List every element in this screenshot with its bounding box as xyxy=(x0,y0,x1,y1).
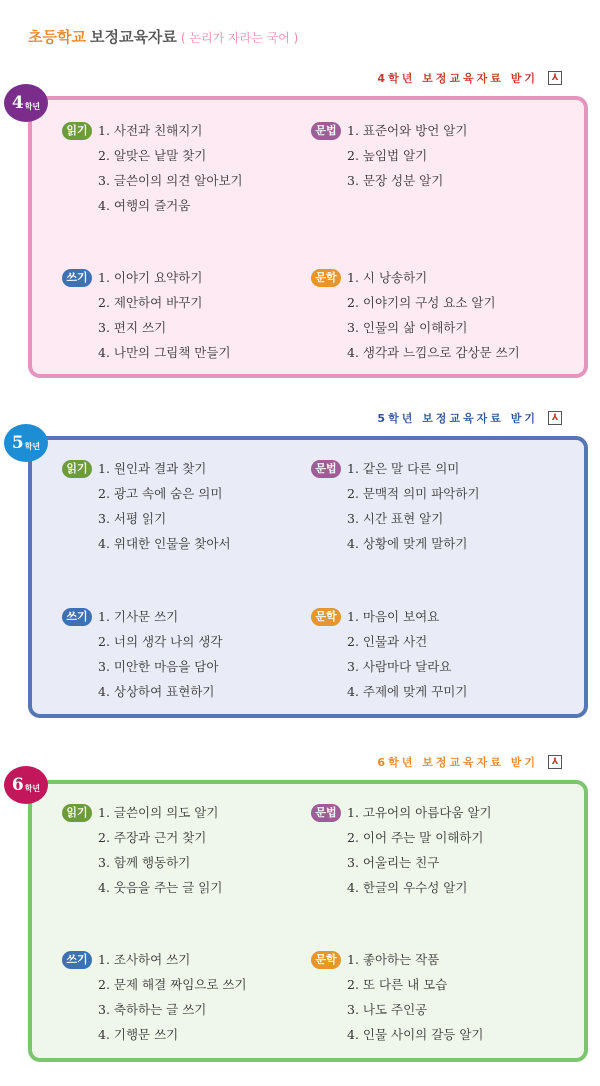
grade-6-suffix: 학년 xyxy=(24,782,41,793)
grade-6-download-label: 6학년 보정교육자료 받기 xyxy=(377,756,538,769)
list-item[interactable]: 3. 축하하는 글 쓰기 xyxy=(98,1002,207,1017)
title-material: 보정교육자료 xyxy=(89,28,177,46)
list-item[interactable]: 4. 웃음을 주는 글 읽기 xyxy=(98,880,223,895)
literature-list xyxy=(347,271,520,371)
list-item[interactable]: 4. 여행의 즐거움 xyxy=(98,198,191,213)
list-item[interactable]: 2. 알맞은 낱말 찾기 xyxy=(98,148,207,163)
reading-list xyxy=(98,806,222,906)
grade-4-badge xyxy=(4,84,48,122)
list-item[interactable]: 2. 또 다른 내 모습 xyxy=(347,977,448,992)
pdf-icon[interactable]: ⅄ xyxy=(548,755,562,769)
writing-list xyxy=(98,610,222,710)
list-item[interactable]: 3. 나도 주인공 xyxy=(347,1002,428,1017)
list-item[interactable]: 3. 서평 읽기 xyxy=(98,511,167,526)
list-item[interactable]: 1. 표준어와 방언 알기 xyxy=(347,123,468,138)
grade-4-download-label: 4학년 보정교육자료 받기 xyxy=(377,72,538,85)
list-item[interactable]: 1. 마음이 보여요 xyxy=(347,609,440,624)
list-item[interactable]: 1. 조사하여 쓰기 xyxy=(98,952,191,967)
list-item[interactable]: 3. 편지 쓰기 xyxy=(98,320,167,335)
reading-list xyxy=(98,462,231,562)
list-item[interactable]: 4. 상상하여 표현하기 xyxy=(98,684,215,699)
grade-6-download-link[interactable] xyxy=(377,754,562,770)
writing-tag: 쓰기 xyxy=(62,269,92,287)
list-item[interactable]: 1. 글쓴이의 의도 알기 xyxy=(98,805,219,820)
grammar-list xyxy=(347,124,467,199)
list-item[interactable]: 2. 인물과 사건 xyxy=(347,634,428,649)
grade-5-download-label: 5학년 보정교육자료 받기 xyxy=(377,412,538,425)
list-item[interactable]: 1. 좋아하는 작품 xyxy=(347,952,440,967)
list-item[interactable]: 4. 생각과 느낌으로 감상문 쓰기 xyxy=(347,345,520,360)
grade-4-suffix: 학년 xyxy=(24,100,41,111)
grade-5-number: 5 xyxy=(11,433,24,453)
grammar-list xyxy=(347,806,492,906)
list-item[interactable]: 3. 인물의 삶 이해하기 xyxy=(347,320,468,335)
list-item[interactable]: 4. 한글의 우수성 알기 xyxy=(347,880,468,895)
page-title xyxy=(28,26,298,47)
list-item[interactable]: 3. 함께 행동하기 xyxy=(98,855,191,870)
list-item[interactable]: 4. 인물 사이의 갈등 알기 xyxy=(347,1027,484,1042)
list-item[interactable]: 2. 광고 속에 숨은 의미 xyxy=(98,486,223,501)
list-item[interactable]: 2. 높임법 알기 xyxy=(347,148,428,163)
grammar-tag: 문법 xyxy=(311,122,341,140)
pdf-icon[interactable]: ⅄ xyxy=(548,71,562,85)
list-item[interactable]: 1. 사전과 친해지기 xyxy=(98,123,203,138)
reading-tag: 읽기 xyxy=(62,804,92,822)
reading-tag: 읽기 xyxy=(62,460,92,478)
grade-5-badge xyxy=(4,424,48,462)
list-item[interactable]: 2. 주장과 근거 찾기 xyxy=(98,830,207,845)
list-item[interactable]: 3. 사람마다 달라요 xyxy=(347,659,452,674)
title-school: 초등학교 xyxy=(28,28,86,46)
writing-list xyxy=(98,953,247,1053)
list-item[interactable]: 2. 제안하여 바꾸기 xyxy=(98,295,203,310)
literature-tag: 문학 xyxy=(311,951,341,969)
grade-4-download-link[interactable] xyxy=(377,70,562,86)
list-item[interactable]: 3. 문장 성분 알기 xyxy=(347,173,444,188)
reading-list xyxy=(98,124,243,224)
list-item[interactable]: 4. 주제에 맞게 꾸미기 xyxy=(347,684,468,699)
grade-6-badge xyxy=(4,766,48,804)
reading-tag: 읽기 xyxy=(62,122,92,140)
list-item[interactable]: 4. 기행문 쓰기 xyxy=(98,1027,179,1042)
list-item[interactable]: 1. 시 낭송하기 xyxy=(347,270,428,285)
grammar-tag: 문법 xyxy=(311,460,341,478)
grade-6-panel xyxy=(28,780,588,1062)
list-item[interactable]: 3. 미안한 마음을 담아 xyxy=(98,659,219,674)
literature-list xyxy=(347,953,484,1053)
list-item[interactable]: 2. 문제 해결 짜임으로 쓰기 xyxy=(98,977,247,992)
list-item[interactable]: 2. 이어 주는 말 이해하기 xyxy=(347,830,484,845)
list-item[interactable]: 1. 원인과 결과 찾기 xyxy=(98,461,207,476)
list-item[interactable]: 2. 이야기의 구성 요소 알기 xyxy=(347,295,496,310)
grade-4-panel xyxy=(28,96,588,378)
list-item[interactable]: 1. 기사문 쓰기 xyxy=(98,609,179,624)
title-subtitle: ( 논리가 자라는 국어 ) xyxy=(180,31,299,45)
grammar-list xyxy=(347,462,480,562)
literature-list xyxy=(347,610,467,710)
grade-5-suffix: 학년 xyxy=(24,440,41,451)
grade-5-download-link[interactable] xyxy=(377,410,562,426)
list-item[interactable]: 1. 이야기 요약하기 xyxy=(98,270,203,285)
pdf-icon[interactable]: ⅄ xyxy=(548,411,562,425)
list-item[interactable]: 1. 고유어의 아름다움 알기 xyxy=(347,805,492,820)
writing-tag: 쓰기 xyxy=(62,951,92,969)
literature-tag: 문학 xyxy=(311,608,341,626)
grade-4-number: 4 xyxy=(11,93,24,113)
list-item[interactable]: 3. 시간 표현 알기 xyxy=(347,511,444,526)
writing-list xyxy=(98,271,231,371)
grade-5-panel xyxy=(28,436,588,718)
list-item[interactable]: 1. 같은 말 다른 의미 xyxy=(347,461,460,476)
list-item[interactable]: 3. 어울리는 친구 xyxy=(347,855,440,870)
list-item[interactable]: 2. 너의 생각 나의 생각 xyxy=(98,634,223,649)
list-item[interactable]: 4. 상황에 맞게 말하기 xyxy=(347,536,468,551)
list-item[interactable]: 4. 위대한 인물을 찾아서 xyxy=(98,536,231,551)
grammar-tag: 문법 xyxy=(311,804,341,822)
list-item[interactable]: 3. 글쓴이의 의견 알아보기 xyxy=(98,173,243,188)
writing-tag: 쓰기 xyxy=(62,608,92,626)
list-item[interactable]: 4. 나만의 그림책 만들기 xyxy=(98,345,231,360)
list-item[interactable]: 2. 문맥적 의미 파악하기 xyxy=(347,486,480,501)
literature-tag: 문학 xyxy=(311,269,341,287)
grade-6-number: 6 xyxy=(11,775,24,795)
